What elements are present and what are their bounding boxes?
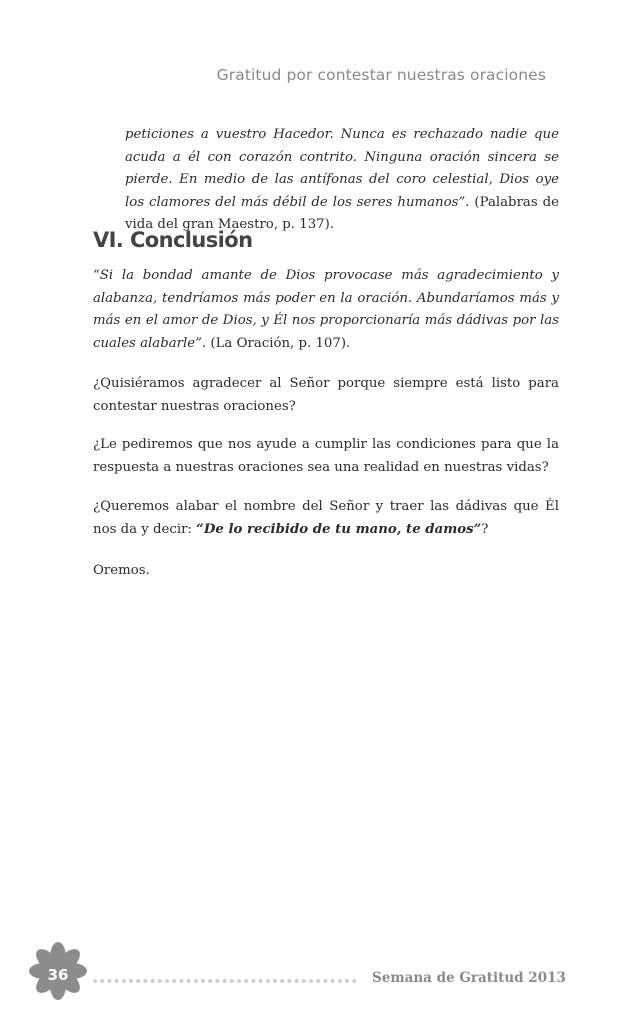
footer-dot: [302, 979, 306, 983]
footer-dot: [187, 979, 191, 983]
footer-dot: [352, 979, 356, 983]
footer-dot: [295, 979, 299, 983]
footer-dot: [129, 979, 133, 983]
footer-dot: [244, 979, 248, 983]
footer-dot: [345, 979, 349, 983]
paragraph-quote: [93, 265, 559, 355]
closing-paragraph: Oremos.: [93, 563, 150, 578]
footer-dot: [136, 979, 140, 983]
footer-dot: [115, 979, 119, 983]
footer-dot: [331, 979, 335, 983]
footer-dot: [194, 979, 198, 983]
footer-dot: [107, 979, 111, 983]
footer-dot: [338, 979, 342, 983]
question-paragraph-2: ¿Le pediremos que nos ayude a cumplir las condiciones para que la respuesta a nuestras oraciones sea una realidad en nuestras vidas?: [93, 437, 559, 475]
footer-dot: [280, 979, 284, 983]
footer-dot: [165, 979, 169, 983]
footer-dotted-line: [92, 978, 362, 984]
quote-block: [125, 124, 559, 237]
question-paragraph-1: ¿Quisiéramos agradecer al Señor porque siempre está listo para contestar nuestras oraciones?: [93, 376, 559, 414]
footer-dot: [215, 979, 219, 983]
question-3-end: ?: [481, 521, 489, 537]
footer-dot: [237, 979, 241, 983]
footer-dot: [93, 979, 97, 983]
quote-italic-text: peticiones a vuestro Hacedor. Nunca es rechazado nadie que acuda a él con corazón contrito. Ninguna oración sincera se pierde. En medio de las antífonas del coro celestial, Dios oye los clamores del más débil de los seres humanos”.: [125, 127, 559, 210]
footer-publication-title: Semana de Gratitud 2013: [372, 970, 566, 986]
paragraph-quote-citation: (La Oración, p. 107).: [206, 335, 351, 351]
footer-dot: [208, 979, 212, 983]
footer-dot: [122, 979, 126, 983]
footer-dot: [201, 979, 205, 983]
footer-dot: [316, 979, 320, 983]
footer-dot: [230, 979, 234, 983]
footer-dot: [179, 979, 183, 983]
footer-dot: [266, 979, 270, 983]
question-3-emphasis: “De lo recibido de tu mano, te damos”: [196, 521, 482, 537]
paragraph-quote-italic: “Si la bondad amante de Dios provocase más agradecimiento y alabanza, tendríamos más poder en la oración. Abundaríamos más y más en el amor de Dios, y Él nos proporcionaría más dádivas por las cuales alabarle”.: [93, 268, 559, 351]
footer-dot: [158, 979, 162, 983]
footer-dot: [100, 979, 104, 983]
footer-dot: [259, 979, 263, 983]
question-paragraph-3: [93, 496, 559, 541]
footer-dot: [223, 979, 227, 983]
footer-dot: [151, 979, 155, 983]
footer-dot: [309, 979, 313, 983]
section-heading: VI. Conclusión: [93, 228, 253, 252]
footer-dot: [273, 979, 277, 983]
footer-dot: [143, 979, 147, 983]
footer-dot: [251, 979, 255, 983]
page-number: 36: [47, 966, 69, 984]
quote-citation: (Palabras de vida del gran Maestro, p. 137).: [125, 194, 559, 233]
footer-dot: [172, 979, 176, 983]
running-header-title: Gratitud por contestar nuestras oraciones: [216, 66, 546, 84]
question-3-lead: ¿Queremos alabar el nombre del Señor y traer las dádivas que Él nos da y decir:: [93, 499, 559, 537]
footer-dot: [287, 979, 291, 983]
footer-dot: [323, 979, 327, 983]
